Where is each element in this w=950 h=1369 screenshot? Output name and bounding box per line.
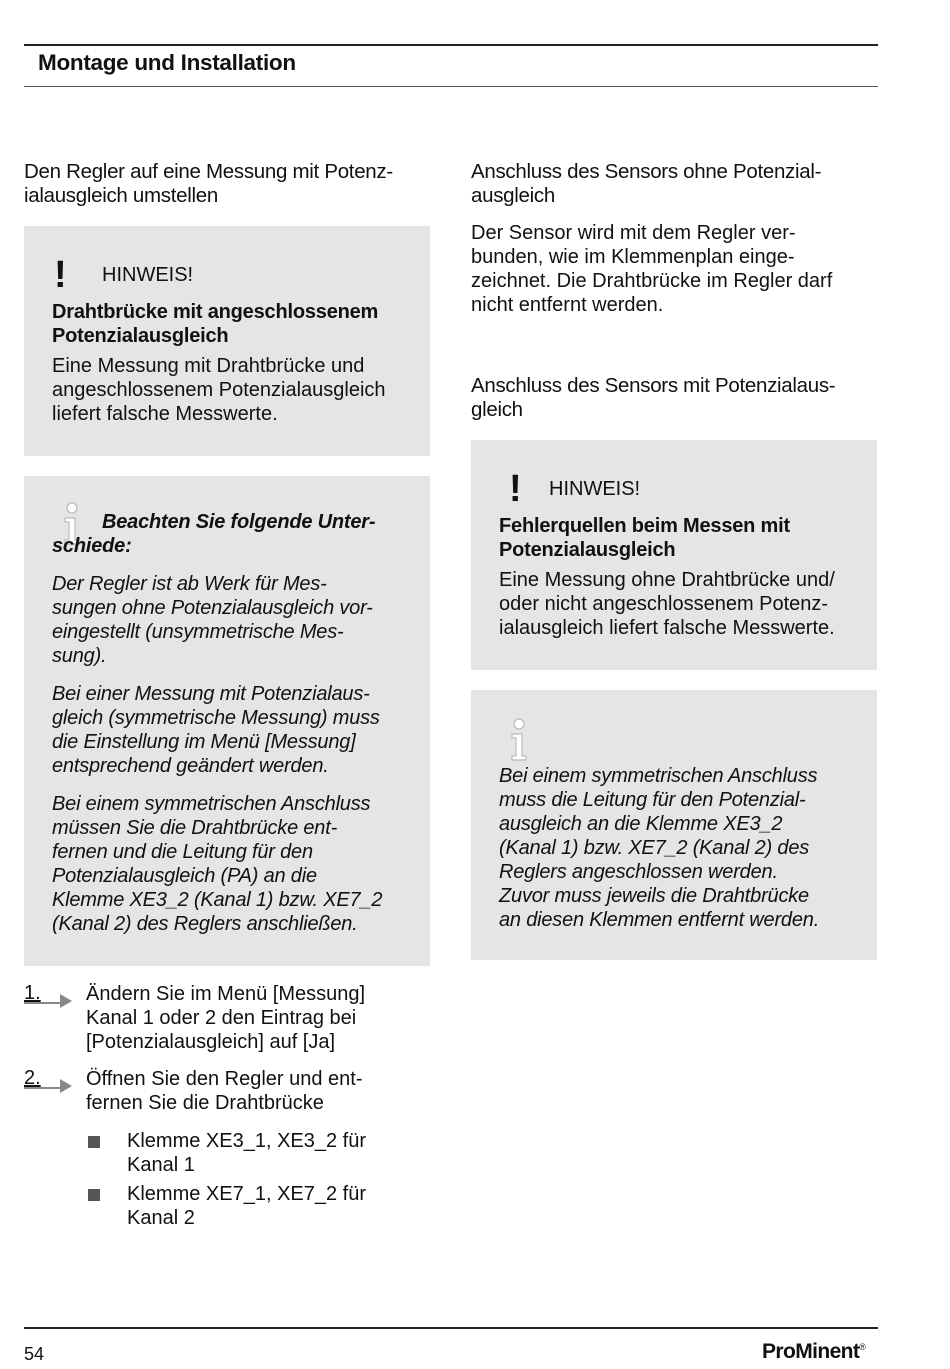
right-heading-2 bbox=[471, 374, 881, 422]
info-line: Bei einem symmetrischen Anschluss bbox=[499, 765, 818, 787]
notice-title bbox=[499, 514, 869, 562]
info-para-2 bbox=[52, 682, 422, 778]
notice-title-line: Potenzialausgleich bbox=[499, 539, 676, 561]
step-number: 2. bbox=[24, 1067, 41, 1089]
header-top-rule bbox=[24, 44, 878, 46]
bullet-line: Kanal 1 bbox=[127, 1154, 195, 1176]
notice-body bbox=[499, 568, 874, 640]
info-line: fernen und die Leitung für den bbox=[52, 841, 313, 863]
info-line: Potenzialausgleich (PA) an die bbox=[52, 865, 317, 887]
step-number: 1. bbox=[24, 982, 41, 1004]
notice-title-line: Potenzialausgleich bbox=[52, 325, 229, 347]
step-line: Öffnen Sie den Regler und ent- bbox=[86, 1068, 363, 1090]
footer-rule bbox=[24, 1327, 878, 1329]
step-line: Kanal 1 oder 2 den Eintrag bei bbox=[86, 1007, 357, 1029]
heading-line: ausgleich bbox=[471, 184, 555, 207]
left-section-heading bbox=[24, 160, 434, 208]
info-line: ausgleich an die Klemme XE3_2 bbox=[499, 813, 783, 835]
paragraph-line: zeichnet. Die Drahtbrücke im Regler darf bbox=[471, 270, 833, 292]
bullet-text bbox=[127, 1182, 407, 1230]
arrow-icon bbox=[24, 1002, 60, 1004]
registered-mark: ® bbox=[859, 1342, 866, 1352]
notice-title-line: Drahtbrücke mit angeschlossenem bbox=[52, 301, 379, 323]
arrow-icon bbox=[24, 1087, 60, 1089]
info-line: sungen ohne Potenzialausgleich vor- bbox=[52, 597, 373, 619]
square-bullet-icon bbox=[88, 1189, 100, 1201]
info-para-1 bbox=[52, 572, 422, 668]
step-line: Ändern Sie im Menü [Messung] bbox=[86, 983, 366, 1005]
step-1 bbox=[24, 982, 424, 1054]
right-info-box bbox=[471, 690, 877, 960]
step-text bbox=[86, 1067, 406, 1115]
info-title-line: schiede: bbox=[52, 535, 132, 557]
notice-title-line: Fehlerquellen beim Messen mit bbox=[499, 515, 790, 537]
info-line: eingestellt (unsymmetrische Mes- bbox=[52, 621, 344, 643]
info-line: müssen Sie die Drahtbrücke ent- bbox=[52, 817, 338, 839]
info-line: (Kanal 2) des Reglers anschließen. bbox=[52, 913, 358, 935]
bullet-item bbox=[88, 1129, 408, 1177]
paragraph-line: nicht entfernt werden. bbox=[471, 294, 664, 316]
notice-label: HINWEIS! bbox=[549, 477, 641, 500]
bullet-line: Kanal 2 bbox=[127, 1207, 195, 1229]
heading-line: ialausgleich umstellen bbox=[24, 184, 218, 207]
step-line: [Potenzialausgleich] auf [Ja] bbox=[86, 1031, 336, 1053]
brand-pro: Pro bbox=[762, 1340, 796, 1363]
info-line: die Einstellung im Menü [Messung] bbox=[52, 731, 356, 753]
bullet-item bbox=[88, 1182, 408, 1230]
brand-logo bbox=[762, 1340, 865, 1364]
info-line: Zuvor muss jeweils die Drahtbrücke bbox=[499, 885, 809, 907]
info-title-line: Beachten Sie folgende Unter- bbox=[102, 511, 376, 533]
info-line: Klemme XE3_2 (Kanal 1) bzw. XE7_2 bbox=[52, 889, 383, 911]
paragraph-line: Der Sensor wird mit dem Regler ver- bbox=[471, 222, 796, 244]
paragraph-line: bunden, wie im Klemmenplan einge- bbox=[471, 246, 795, 268]
heading-line: gleich bbox=[471, 398, 523, 421]
heading-line: Anschluss des Sensors ohne Potenzial- bbox=[471, 160, 822, 183]
page-header-title: Montage und Installation bbox=[38, 50, 296, 75]
notice-body bbox=[52, 354, 422, 426]
info-line: gleich (symmetrische Messung) muss bbox=[52, 707, 380, 729]
bullet-line: Klemme XE3_1, XE3_2 für bbox=[127, 1130, 367, 1152]
bullet-text bbox=[127, 1129, 407, 1177]
info-icon bbox=[507, 718, 531, 762]
left-notice-box bbox=[24, 226, 430, 456]
info-para-3 bbox=[52, 792, 427, 936]
bullet-line: Klemme XE7_1, XE7_2 für bbox=[127, 1183, 367, 1205]
notice-body-line: ialausgleich liefert falsche Messwerte. bbox=[499, 617, 835, 639]
notice-body-line: liefert falsche Messwerte. bbox=[52, 403, 278, 425]
info-line: an diesen Klemmen entfernt werden. bbox=[499, 909, 820, 931]
arrow-head-icon bbox=[60, 994, 72, 1008]
exclamation-icon: ! bbox=[54, 254, 67, 296]
page-number: 54 bbox=[24, 1344, 45, 1364]
step-line: fernen Sie die Drahtbrücke bbox=[86, 1092, 324, 1114]
info-line: sung). bbox=[52, 645, 107, 667]
left-info-box bbox=[24, 476, 430, 966]
info-body bbox=[499, 764, 874, 932]
brand-minent: Minent bbox=[795, 1340, 860, 1363]
heading-line: Anschluss des Sensors mit Potenzialaus- bbox=[471, 374, 836, 397]
info-line: (Kanal 1) bzw. XE7_2 (Kanal 2) des bbox=[499, 837, 810, 859]
notice-body-line: Eine Messung ohne Drahtbrücke und/ bbox=[499, 569, 835, 591]
right-heading-1 bbox=[471, 160, 881, 208]
info-line: Bei einem symmetrischen Anschluss bbox=[52, 793, 371, 815]
notice-header bbox=[509, 470, 640, 508]
info-line: Reglers angeschlossen werden. bbox=[499, 861, 778, 883]
exclamation-icon: ! bbox=[509, 468, 522, 510]
heading-line: Den Regler auf eine Messung mit Potenz- bbox=[24, 160, 393, 183]
info-title bbox=[52, 510, 422, 558]
info-line: Der Regler ist ab Werk für Mes- bbox=[52, 573, 327, 595]
notice-header bbox=[54, 256, 193, 294]
header-bottom-rule bbox=[24, 86, 878, 87]
info-line: entsprechend geändert werden. bbox=[52, 755, 329, 777]
square-bullet-icon bbox=[88, 1136, 100, 1148]
step-text bbox=[86, 982, 406, 1054]
step-2 bbox=[24, 1067, 424, 1115]
notice-title bbox=[52, 300, 422, 348]
notice-label: HINWEIS! bbox=[102, 263, 194, 286]
notice-body-line: Eine Messung mit Drahtbrücke und bbox=[52, 355, 365, 377]
info-line: muss die Leitung für den Potenzial- bbox=[499, 789, 806, 811]
arrow-head-icon bbox=[60, 1079, 72, 1093]
right-paragraph-1 bbox=[471, 221, 881, 317]
notice-body-line: angeschlossenem Potenzialausgleich bbox=[52, 379, 386, 401]
right-notice-box bbox=[471, 440, 877, 670]
info-line: Bei einer Messung mit Potenzialaus- bbox=[52, 683, 370, 705]
notice-body-line: oder nicht angeschlossenem Potenz- bbox=[499, 593, 829, 615]
